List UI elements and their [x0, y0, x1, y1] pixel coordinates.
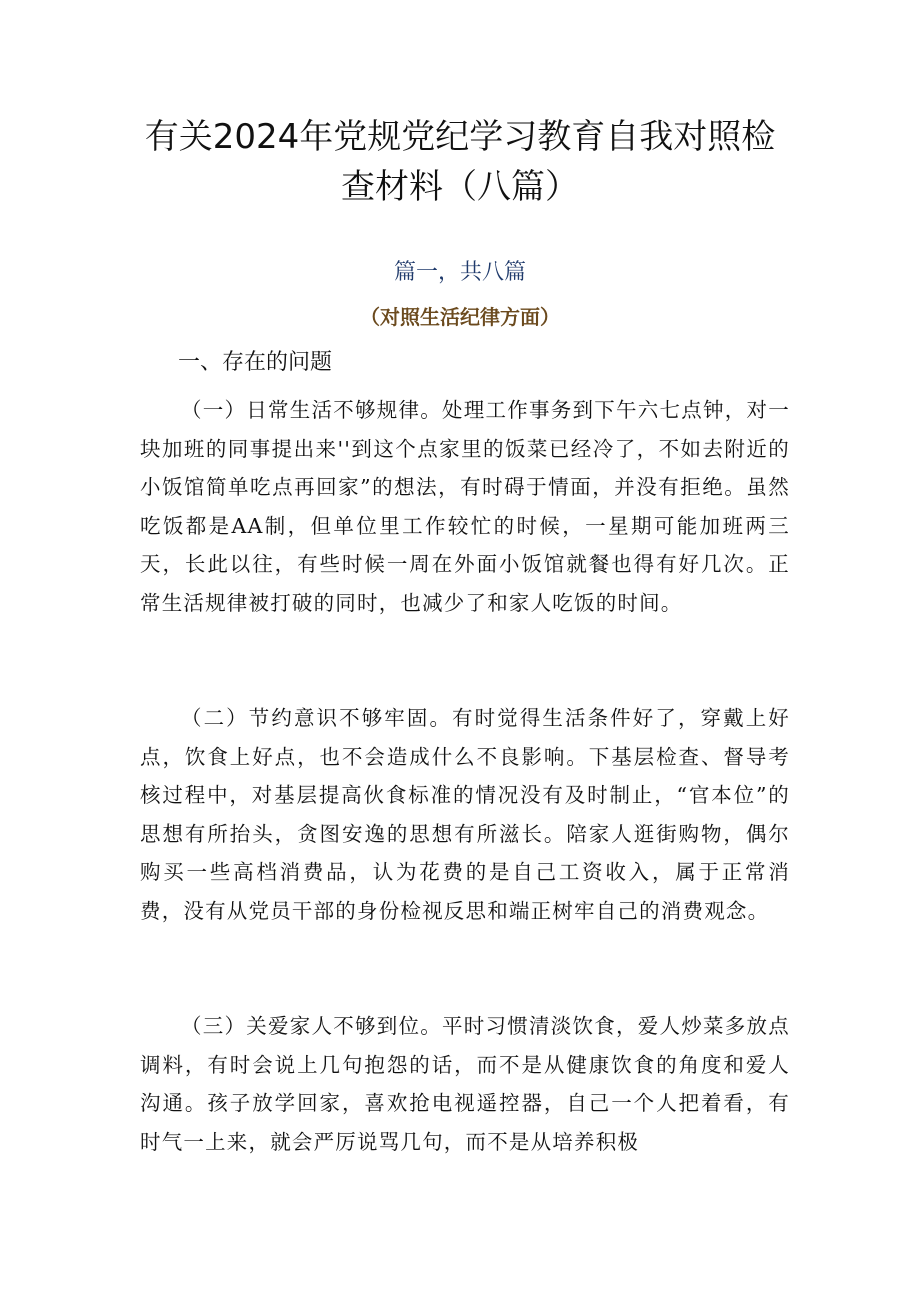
part-heading: 篇一，共八篇: [393, 260, 526, 285]
paragraph-1: （一）日常生活不够规律。处理工作事务到下午六七点钟，对一块加班的同事提出来''到这个点家里的饭菜已经冷了，不如去附近的小饭馆简单吃点再回家”的想法，有时碍于情面，并没有拒绝。虽然吃饭都是AA制，但单位里工作较忙的时候，一星期可能加班两三天，长此以往，有些时候一周在外面小饭馆就餐也得有好几次。正常生活规律被打破的同时，也减少了和家人吃饭的时间。: [140, 398, 790, 615]
title-line-1: 有关2024年党规党纪学习教育自我对照检: [144, 117, 776, 157]
section-heading: 一、存在的问题: [178, 350, 333, 375]
paragraph-2: （二）节约意识不够牢固。有时觉得生活条件好了，穿戴上好点，饮食上好点，也不会造成什么不良影响。下基层检查、督导考核过程中，对基层提高伙食标准的情况没有及时制止，“官本位”的思想有所抬头，贪图安逸的思想有所滋长。陪家人逛街购物，偶尔购买一些高档消费品，认为花费的是自己工资收入，属于正常消费，没有从党员干部的身份检视反思和端正树牢自己的消费观念。: [140, 706, 790, 923]
document-title: [100, 112, 820, 212]
part-subheading: （对照生活纪律方面）: [360, 305, 560, 329]
title-line-2: 查材料（八篇）: [341, 167, 579, 207]
paragraph-3: （三）关爱家人不够到位。平时习惯清淡饮食，爱人炒菜多放点调料，有时会说上几句抱怨的话，而不是从健康饮食的角度和爱人沟通。孩子放学回家，喜欢抢电视遥控器，自己一个人把着看，有时气一上来，就会严厉说骂几句，而不是从培养积极: [140, 1014, 790, 1154]
